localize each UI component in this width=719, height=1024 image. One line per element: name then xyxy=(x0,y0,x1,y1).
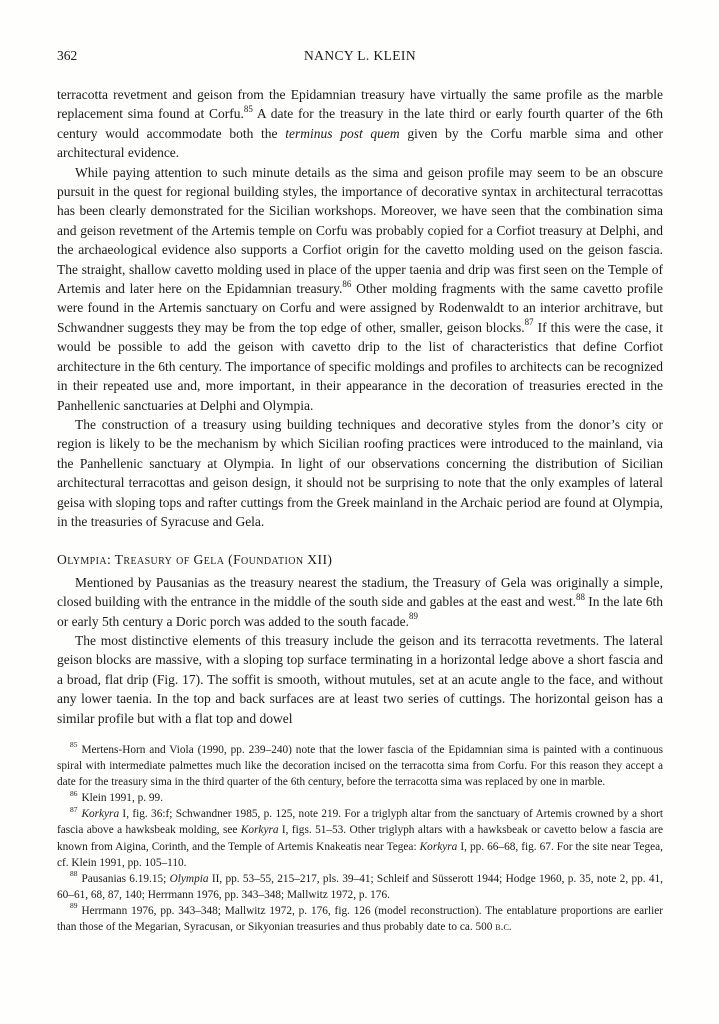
text-run: Mertens-Horn and Viola (1990, pp. 239–240) note that the lower fascia of the Epidamnian sima is painted with a continuous spiral with intermediate palmettes much like the decoration incised on the terracotta sima from Corfu. For this reason they accept a date for the treasury sima in the third quarter of the 6th century, before the terracotta sima was replaced by one in marble. xyxy=(57,744,663,789)
footnote-number: 88 xyxy=(70,868,78,878)
text-run: I, fig. 36:f; Schwandner 1985, p. 125, note 219. For a triglyph altar from the sanctuary of Artemis crowned by a short fascia above a hawksbeak molding, see xyxy=(57,808,663,837)
footnotes-section xyxy=(57,742,663,935)
text-run: II, pp. 53–55, 215–217, pls. 39–41; Schleif and Süsserott 1944; Hodge 1960, p. 35, note 2, pp. 41, 60–61, 68, 87, 140; Herrmann 1976, pp. 343–348; Mallwitz 1972, p. 176. xyxy=(57,872,663,901)
footnote xyxy=(57,790,663,806)
footnote-ref: 86 xyxy=(342,278,352,289)
text-run: A date for the treasury in the late third or early fourth quarter of the 6th century would accommodate both the xyxy=(57,106,663,141)
text-run: terracotta revetment and geison from the Epidamnian treasury have virtually the same profile as the marble replacement sima found at Corfu. xyxy=(57,87,663,122)
body-paragraphs-section xyxy=(57,573,663,728)
footnote xyxy=(57,806,663,870)
text-run: Mentioned by Pausanias as the treasury nearest the stadium, the Treasury of Gela was originally a simple, closed building with the entrance in the middle of the south side and gables at the east and west. xyxy=(57,574,663,610)
footnote xyxy=(57,742,663,790)
article-body xyxy=(57,85,663,728)
text-run: I, figs. 51–53. Other triglyph altars with a hawksbeak or cavetto below a fascia are known from Aigina, Corinth, and the Temple of Artemis Knakeatis near Tegea: xyxy=(57,824,663,853)
text-run: If this were the case, it would be possible to add the geison with cavetto drip to the list of characteristics that define Corfiot architecture in the 6th century. The importance of specific moldings and profiles to architects can be recognized in their repeated use and, more important, in their appearance in the decoration of treasuries erected in the Panhellenic sanctuaries at Delphi and Olympia. xyxy=(57,319,664,413)
paragraph xyxy=(57,163,663,415)
page-header xyxy=(57,47,663,64)
text-run: The most distinctive elements of this treasury include the geison and its terracotta revetments. The lateral geison blocks are massive, with a sloping top surface terminating in a horizontal ledge above a short fascia and a broad, flat drip (Fig. 17). The soffit is smooth, without mutules, set at an acute angle to the face, and without any lower taenia. In the top and back surfaces are at least two series of cuttings. The horizontal geison has a similar profile but with a flat top and dowel xyxy=(57,632,663,726)
italic-text: Korkyra xyxy=(81,808,120,821)
footnote-ref: 85 xyxy=(243,103,253,114)
smallcaps-text: b.c. xyxy=(495,921,512,934)
text-run: Other molding fragments with the same cavetto profile were found in the Artemis sanctuary on Corfu and were assigned by Rodenwaldt to an interior architrave, but Schwandner suggests they may be from the top edge of other, smaller, geison blocks. xyxy=(57,281,663,335)
text-run: I, pp. 66–68, fig. 67. For the site near Tegea, cf. Klein 1991, pp. 105–110. xyxy=(57,840,664,869)
page-number: 362 xyxy=(57,48,78,63)
running-head-author: NANCY L. KLEIN xyxy=(304,48,416,63)
paragraph xyxy=(57,415,663,531)
text-run: Pausanias 6.19.15; xyxy=(81,872,170,885)
italic-text: Korkyra xyxy=(419,840,458,853)
paragraph xyxy=(57,573,663,631)
text-run: In the late 6th or early 5th century a Doric porch was added to the south facade. xyxy=(57,594,663,629)
italic-text: Korkyra xyxy=(240,824,279,837)
text-run: Klein 1991, p. 99. xyxy=(81,792,164,805)
footnote xyxy=(57,868,663,903)
footnote-number: 87 xyxy=(70,804,78,814)
italic-text: terminus post quem xyxy=(285,125,400,141)
footnote xyxy=(57,903,663,935)
text-run: Herrmann 1976, pp. 343–348; Mallwitz 1972, p. 176, fig. 126 (model reconstruction). The entablature proportions are earlier than those of the Megarian, Syracusan, or Sikyonian treasuries and thus probably date to ca. 500 xyxy=(57,904,663,934)
footnote-number: 89 xyxy=(70,901,78,911)
footnote-number: 85 xyxy=(70,740,78,750)
text-run: The construction of a treasury using building techniques and decorative styles from the donor’s city or region is likely to be the mechanism by which Sicilian roofing practices were introduced to the mainland, via the Panhellenic sanctuary at Olympia. In light of our observations concerning the distribution of Sicilian architectural terracottas and geison design, it should not be surprising to note that the only examples of lateral geisa with sloping tops and rafter cuttings from the Greek mainland in the Archaic period are found at Olympia, in the treasuries of Syracuse and Gela. xyxy=(57,416,663,529)
text-run: given by the Corfu marble sima and other architectural evidence. xyxy=(57,125,664,161)
footnote-ref: 87 xyxy=(524,317,534,328)
body-paragraphs-top xyxy=(57,85,663,531)
text-run: While paying attention to such minute details as the sima and geison profile may seem to be an obscure pursuit in the quest for regional building styles, the importance of decorative syntax in architectural terracottas has been clearly demonstrated for the Sicilian workshops. Moreover, we have seen that the combination sima and geison revetment of the Artemis temple on Corfu was probably copied for a Corfiot treasury at Delphi, and the archaeological evidence also supports a Corfiot origin for the cavetto molding used on the geison fascia. The straight, shallow cavetto molding used in place of the upper taenia and drip was first seen on the Temple of Artemis and later here on the Epidamnian treasury. xyxy=(57,164,663,297)
footnote-ref: 88 xyxy=(576,591,585,602)
section-heading: Olympia: Treasury of Gela (Foundation XII) xyxy=(57,552,333,568)
paragraph xyxy=(57,85,663,163)
footnote-ref: 89 xyxy=(409,611,418,622)
paragraph xyxy=(57,631,663,728)
footnote-number: 86 xyxy=(70,788,78,798)
italic-text: Olympia xyxy=(169,872,209,885)
